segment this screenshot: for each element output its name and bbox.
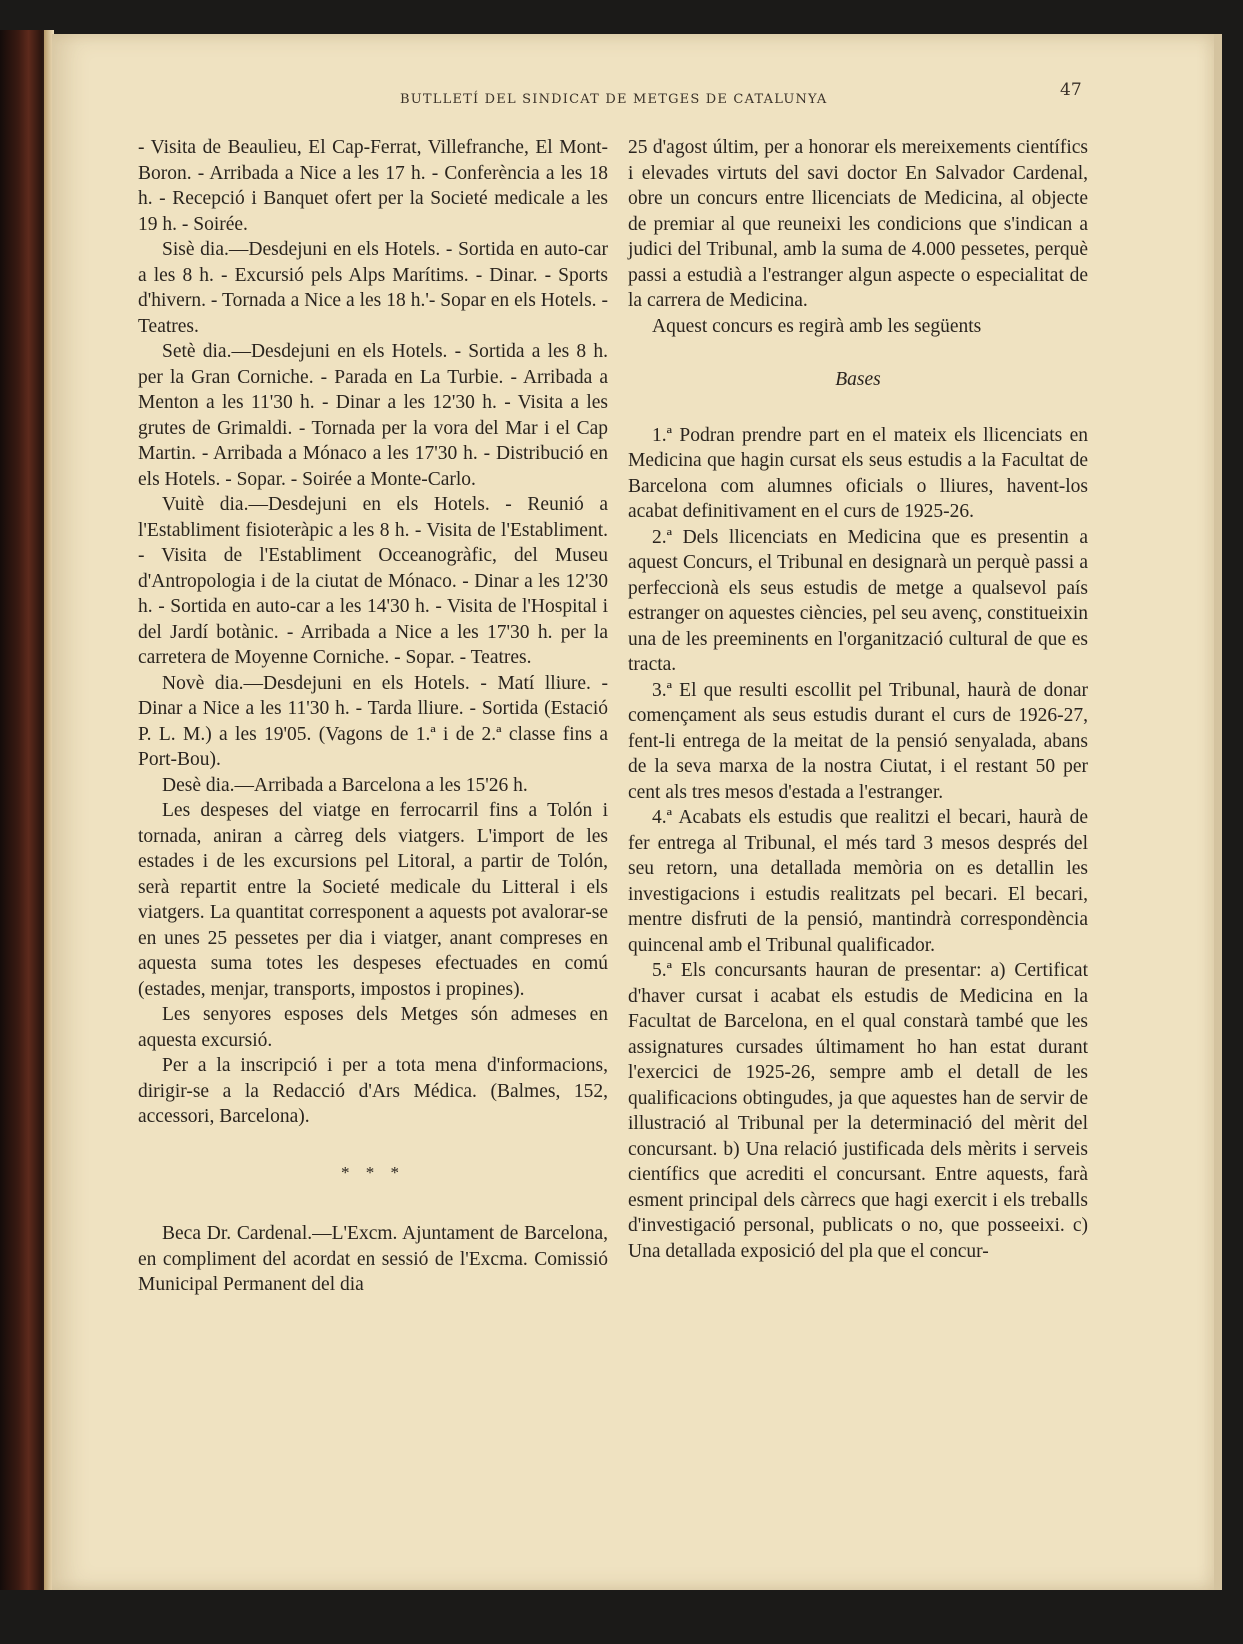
paragraph: Sisè dia.—Desdejuni en els Hotels. - Sortida en auto-car a les 8 h. - Excursió pels Alps Marítims. - Dinar. - Sports d'hivern. - Tornada a Nice a les 18 h.'- Sopar en els Hotels. - Teatres. bbox=[138, 239, 608, 337]
paragraph: Desè dia.—Arribada a Barcelona a les 15'26 h. bbox=[162, 774, 528, 796]
paragraph: 2.ª Dels llicenciats en Medicina que es presentin a aquest Concurs, el Tribunal en designarà un perquè passi a perfeccionà els seus estudis de metge a qualsevol país estranger on aquestes ciències, pel seu avenç, constitueixin una de les preeminents en l'organització cultural de que es tracta. bbox=[628, 526, 1088, 675]
paragraph: 5.ª Els concursants hauran de presentar: a) Certificat d'haver cursat i acabat els estudis de Medicina en la Facultat de Barcelona, en el qual constarà també que les assignatures cursades últimament ho han estat durant l'exercici de 1925-26, sempre amb el detall de les qualificacions obtingudes, ja que aquestes han de servir de illustració al Tribunal per la determinació del mèrit del concursant. b) Una relació justificada dels mèrits i serveis científics que acrediti el concursant. Entre aquests, farà esment principal dels càrrecs que hagi exercit i els treballs d'investigació personal, publicats o no, que posseeixi. c) Una detallada exposició del pla que el concur- bbox=[628, 960, 1088, 1262]
paragraph: - Visita de Beaulieu, El Cap-Ferrat, Villefranche, El Mont-Boron. - Arribada a Nice a les 17 h. - Conferència a les 18 h. - Recepció i Banquet ofert per la Societé medicale a les 19 h. - Soirée. bbox=[138, 137, 608, 235]
paragraph: Les despeses del viatge en ferrocarril fins a Tolón i tornada, aniran a càrreg dels viatgers. L'import de les estades i de les excursions pel Litoral, a partir de Tolón, serà repartit entre la Societé medicale du Litteral i els viatgers. La quantitat corresponent a aquests pot avalorar-se en unes 25 pessetes per dia i viatger, anant compreses en aquesta suma totes les despeses efectuades en comú (estades, menjar, transports, impostos i propines). bbox=[138, 800, 608, 1000]
paragraph: Aquest concurs es regirà amb les següents bbox=[652, 315, 982, 337]
section-heading: Bases bbox=[835, 369, 881, 390]
page-number: 47 bbox=[1060, 80, 1082, 100]
page-edge bbox=[1214, 34, 1222, 1590]
section-divider: * * * bbox=[341, 1162, 405, 1182]
paragraph: Novè dia.—Desdejuni en els Hotels. - Matí lliure. - Dinar a Nice a les 11'30 h. - Tarda lliure. - Sortida (Estació P. L. M.) a les 19'05. (Vagons de 1.ª i de 2.ª classe fins a Port-Bou). bbox=[138, 672, 608, 770]
paragraph: Les senyores esposes dels Metges són admeses en aquesta excursió. bbox=[138, 1004, 608, 1051]
left-column bbox=[138, 135, 608, 1298]
paragraph: Setè dia.—Desdejuni en els Hotels. - Sortida a les 8 h. per la Gran Corniche. - Parada en La Turbie. - Arribada a Menton a les 11'30 h. - Dinar a les 12'30 h. - Visita a les grutes de Grimaldi. - Tornada per la vora del Mar i el Cap Martin. - Arribada a Mónaco a les 17'30 h. - Distribució en els Hotels. - Sopar. - Soirée a Monte-Carlo. bbox=[138, 341, 608, 490]
running-title: BUTLLETÍ DEL SINDICAT DE METGES DE CATALUNYA bbox=[400, 92, 828, 107]
right-column bbox=[628, 135, 1088, 1264]
paragraph: 1.ª Podran prendre part en el mateix els llicenciats en Medicina que hagin cursat els seus estudis a la Facultat de Barcelona com alumnes oficials o lliures, havent-los acabat definitivament en el curs de 1925-26. bbox=[628, 424, 1088, 522]
paragraph: Vuitè dia.—Desdejuni en els Hotels. - Reunió a l'Establiment fisioteràpic a les 8 h. - Visita de l'Establiment. - Visita de l'Establiment Occeanogràfic, del Museu d'Antropologia i de la ciutat de Mónaco. - Dinar a les 12'30 h. - Sortida en auto-car a les 14'30 h. - Visita de l'Hospital i del Jardí botànic. - Arribada a Nice a les 17'30 h. per la carretera de Moyenne Corniche. - Sopar. - Teatres. bbox=[138, 494, 608, 668]
paragraph: 3.ª El que resulti escollit pel Tribunal, haurà de donar començament als seus estudis durant el curs de 1926-27, fent-li entrega de la meitat de la pensió senyalada, abans de la seva marxa de la nostra Ciutat, i el restant 50 per cent als tres mesos d'estada a l'estranger. bbox=[628, 679, 1088, 803]
paragraph: Beca Dr. Cardenal.—L'Excm. Ajuntament de Barcelona, en compliment del acordat en sessió de l'Excma. Comissió Municipal Permanent del dia bbox=[138, 1223, 608, 1295]
paragraph: 25 d'agost últim, per a honorar els mereixements científics i elevades virtuts del savi doctor En Salvador Cardenal, obre un concurs entre llicenciats de Medicina, al objecte de premiar al que reuneixi les condicions que s'indican a judici del Tribunal, amb la suma de 4.000 pessetes, perquè passi a estudià a l'estranger algun aspecte o especialitat de la carrera de Medicina. bbox=[628, 137, 1088, 311]
paragraph: 4.ª Acabats els estudis que realitzi el becari, haurà de fer entrega al Tribunal, el més tard 3 mesos després del seu retorn, una detallada memòria on es detallin les investigacions i estudis realitzats pel becari. El becari, mentre disfruti de la pensió, mantindrà correspondència quincenal amb el Tribunal qualificador. bbox=[628, 807, 1088, 956]
paragraph: Per a la inscripció i per a tota mena d'informacions, dirigir-se a la Redacció d'Ars Médica. (Balmes, 152, accessori, Barcelona). bbox=[138, 1055, 608, 1127]
